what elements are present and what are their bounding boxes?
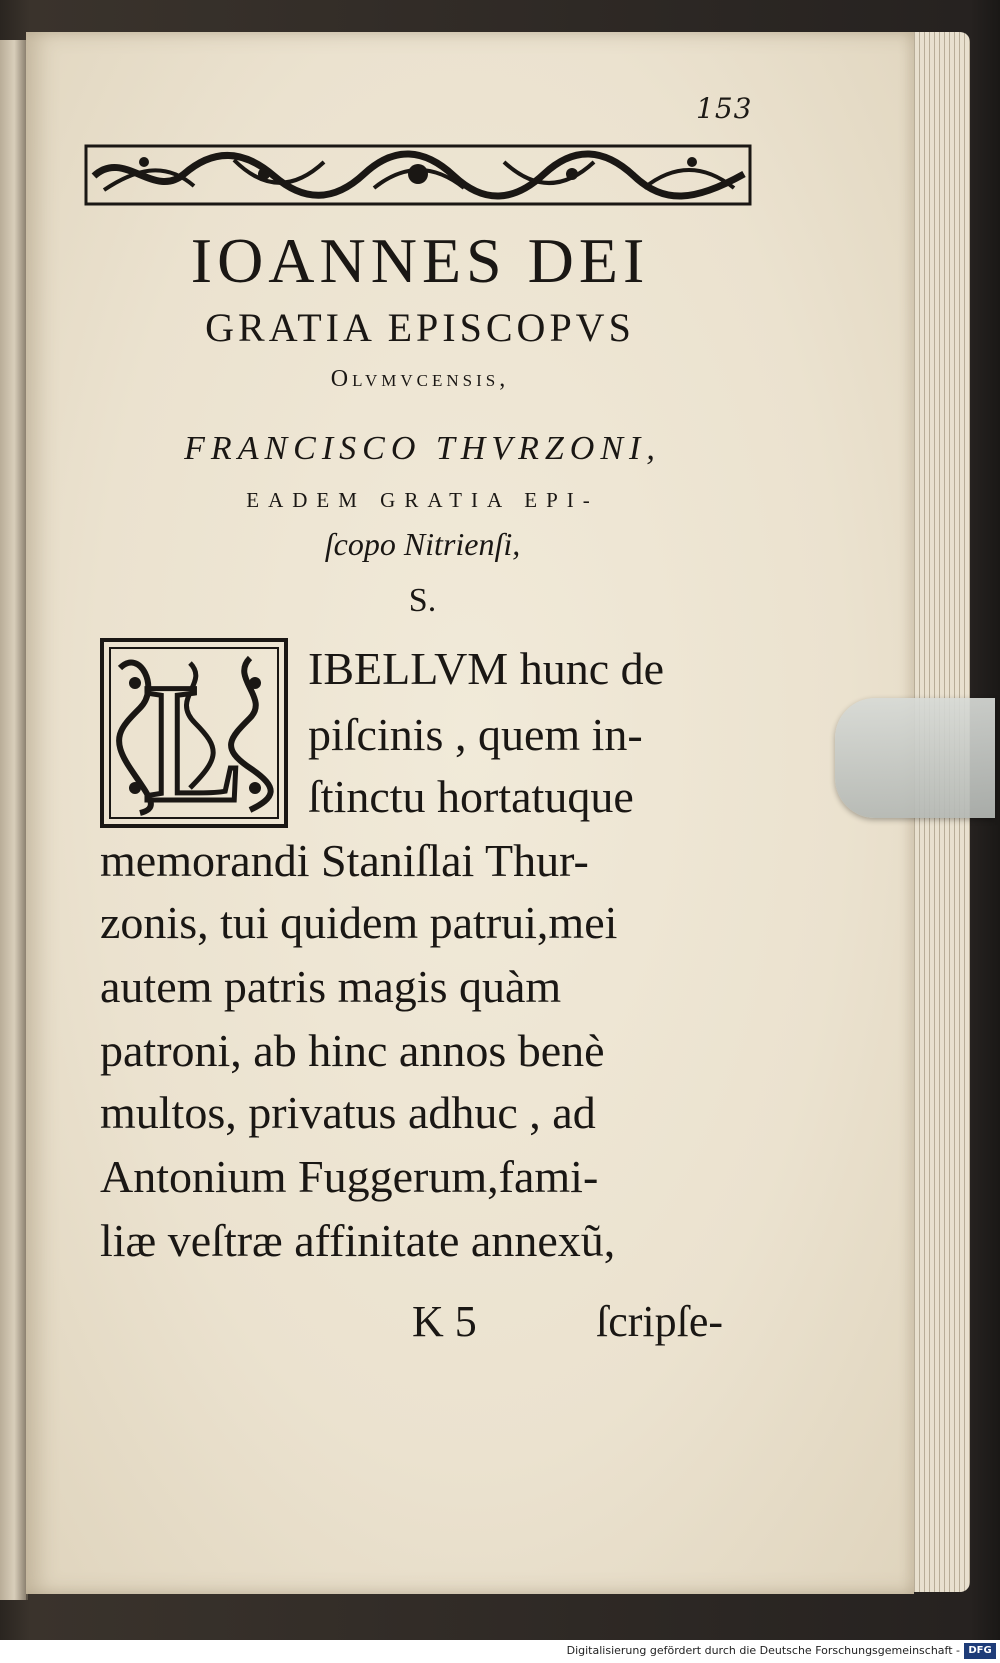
body-line-4: memorandi Staniſlai Thur- bbox=[100, 835, 589, 886]
body-line-3: ſtinctu hortatuque bbox=[308, 771, 634, 822]
address-line-1: FRANCISCO THVRZONI, bbox=[184, 430, 661, 467]
dfg-logo: DFG bbox=[964, 1643, 996, 1659]
decorated-initial bbox=[100, 638, 288, 828]
headpiece-ornament bbox=[84, 140, 752, 210]
body-line-1: IBELLVM hunc de bbox=[308, 643, 665, 694]
left-page-edge bbox=[0, 40, 28, 1600]
title-line-3: Olvmvcensis, bbox=[330, 366, 510, 392]
body-line-7: patroni, ab hinc annos benè bbox=[100, 1025, 605, 1076]
title-line-1: IOANNES DEI bbox=[190, 225, 650, 296]
body-line-2: piſcinis , quem in- bbox=[308, 709, 643, 760]
body-line-6: autem patris magis quàm bbox=[100, 961, 562, 1012]
body-line-10: liæ veſtræ affinitate annexũ, bbox=[100, 1215, 616, 1266]
title-line-2: GRATIA EPISCOPVS bbox=[205, 305, 635, 350]
page-tab-marker bbox=[835, 698, 995, 818]
signature-mark: K 5 bbox=[412, 1297, 477, 1346]
body-line-9: Antonium Fuggerum,fami- bbox=[100, 1151, 599, 1202]
catchword: ſcripſe- bbox=[596, 1297, 724, 1346]
initial-letter: L bbox=[142, 649, 246, 828]
address-line-2: EADEM GRATIA EPI- bbox=[246, 488, 599, 512]
address-line-3: ſcopo Nitrienſi, bbox=[324, 526, 521, 562]
footer-credit: Digitalisierung gefördert durch die Deutsche Forschungsgemeinschaft - bbox=[566, 1644, 960, 1657]
salutation: S. bbox=[408, 582, 437, 619]
page-number: 153 bbox=[696, 92, 753, 125]
body-line-5: zonis, tui quidem patrui,mei bbox=[100, 897, 618, 948]
body-line-8: multos, privatus adhuc , ad bbox=[100, 1087, 596, 1138]
